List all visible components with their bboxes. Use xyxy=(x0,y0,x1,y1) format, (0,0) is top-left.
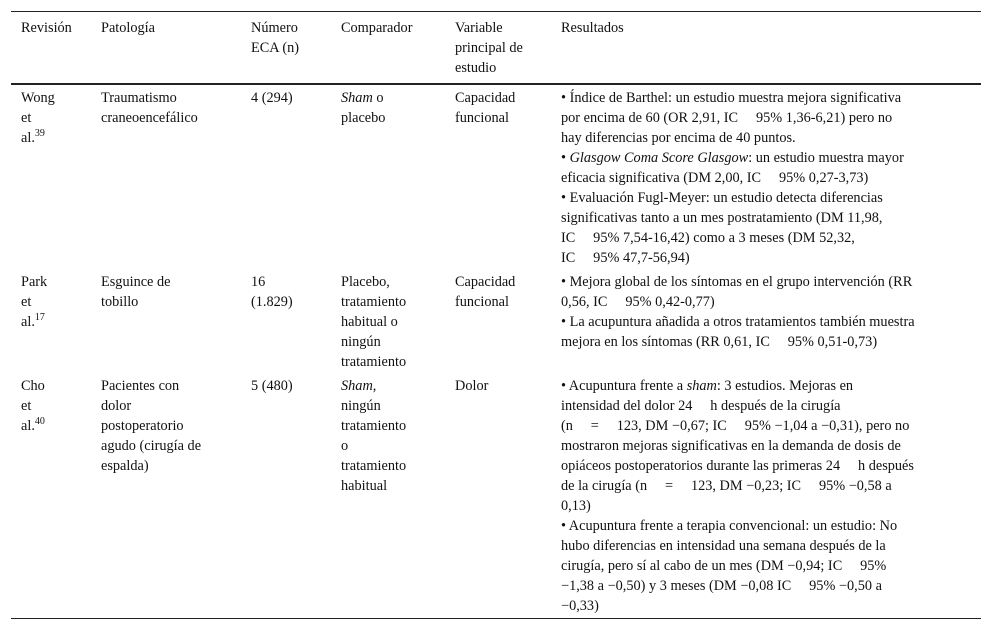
revision-author: Wong xyxy=(21,90,55,106)
variable-line-1: Capacidad xyxy=(455,274,516,290)
cell-revision xyxy=(11,84,101,270)
comparador-line-2: tratamiento xyxy=(341,294,407,310)
header-variable-line-3: estudio xyxy=(455,60,497,76)
result-line: opiáceos postoperatorios durante las primeras 24 h después xyxy=(561,458,914,474)
comparador-line-3: habitual o xyxy=(341,314,398,330)
cell-comparador xyxy=(341,374,455,619)
result-line: por encima de 60 (OR 2,91, IC 95% 1,36-6,21) pero no xyxy=(561,110,893,126)
revision-al-text: al. xyxy=(21,418,35,434)
result-line: de la cirugía (n = 123, DM −0,23; IC 95% −0,58 a xyxy=(561,478,892,494)
reference-link[interactable]: 17 xyxy=(34,312,45,324)
result-line: intensidad del dolor 24 h después de la cirugía xyxy=(561,398,841,414)
comparador-sham: Sham xyxy=(341,90,373,106)
result-line: • Índice de Barthel: un estudio muestra mejora significativa xyxy=(561,90,902,106)
cell-comparador xyxy=(341,270,455,374)
result-line-gcs xyxy=(561,148,981,168)
result-line-sham xyxy=(561,376,981,396)
comparador-line-4: ningún xyxy=(341,334,381,350)
variable-line-1: Dolor xyxy=(455,378,489,394)
patologia-line-1: Pacientes con xyxy=(101,378,180,394)
revision-al-text: al. xyxy=(21,314,35,330)
result-line: −1,38 a −0,50) y 3 meses (DM −0,08 IC 95% −0,50 a xyxy=(561,578,882,594)
result-line: eficacia significativa (DM 2,00, IC 95% 0,27-3,73) xyxy=(561,170,869,186)
result-sham-italic: sham xyxy=(686,378,717,394)
cell-revision xyxy=(11,270,101,374)
table-row-cho xyxy=(11,374,981,619)
cell-resultados xyxy=(561,270,981,374)
result-line: • La acupuntura añadida a otros tratamientos también muestra xyxy=(561,314,915,330)
revision-al xyxy=(21,312,101,332)
header-variable-principal xyxy=(455,12,561,85)
acupuncture-reviews-table xyxy=(11,11,981,619)
result-line: 0,13) xyxy=(561,498,591,514)
header-comparador: Comparador xyxy=(341,12,455,85)
patologia-line-2: craneoencefálico xyxy=(101,110,198,126)
revision-author: Cho xyxy=(21,378,45,394)
result-gcs-rest: : un estudio muestra mayor xyxy=(748,150,904,166)
result-sham-pre: • Acupuntura frente a xyxy=(561,378,687,394)
header-numero-line-1: Número xyxy=(251,20,298,36)
result-line: mostraron mejoras significativas en la demanda de dosis de xyxy=(561,438,901,454)
header-resultados: Resultados xyxy=(561,12,981,85)
variable-line-2: funcional xyxy=(455,294,509,310)
comparador-line-2: placebo xyxy=(341,110,386,126)
cell-patologia xyxy=(101,270,251,374)
result-line: −0,33) xyxy=(561,598,599,614)
header-patologia: Patología xyxy=(101,12,251,85)
result-line: • Evaluación Fugl-Meyer: un estudio detecta diferencias xyxy=(561,190,883,206)
comparador-line-3: tratamiento xyxy=(341,418,407,434)
result-gcs-italic: Glasgow Coma Score Glasgow xyxy=(569,150,749,166)
variable-line-2: funcional xyxy=(455,110,509,126)
patologia-line-4: agudo (cirugía de xyxy=(101,438,202,454)
header-revision: Revisión xyxy=(11,12,101,85)
cell-comparador xyxy=(341,84,455,270)
patologia-line-2: tobillo xyxy=(101,294,139,310)
table-row-park xyxy=(11,270,981,374)
cell-variable xyxy=(455,374,561,619)
result-line: significativas tanto a un mes postratamiento (DM 11,98, xyxy=(561,210,883,226)
result-line: IC 95% 7,54-16,42) como a 3 meses (DM 52,32, xyxy=(561,230,855,246)
header-variable-line-1: Variable xyxy=(455,20,503,36)
cell-resultados xyxy=(561,84,981,270)
revision-et: et xyxy=(21,294,32,310)
eca-line-1: 16 xyxy=(251,274,266,290)
reference-link[interactable]: 40 xyxy=(34,416,45,428)
revision-al-text: al. xyxy=(21,130,35,146)
result-line: 0,56, IC 95% 0,42-0,77) xyxy=(561,294,715,310)
comparador-line-6: habitual xyxy=(341,478,388,494)
eca-line-1: 5 (480) xyxy=(251,378,293,394)
comparador-line-1-rest: , xyxy=(372,378,377,394)
result-bullet: • xyxy=(561,150,570,166)
header-numero-line-2: ECA (n) xyxy=(251,40,300,56)
cell-numero-eca xyxy=(251,84,341,270)
cell-patologia xyxy=(101,374,251,619)
comparador-line-1: Placebo, xyxy=(341,274,390,290)
result-line: • Acupuntura frente a terapia convencional: un estudio: No xyxy=(561,518,898,534)
result-line: hubo diferencias en intensidad una semana después de la xyxy=(561,538,886,554)
comparador-line-2: ningún xyxy=(341,398,381,414)
patologia-line-2: dolor xyxy=(101,398,132,414)
result-line: cirugía, pero sí al cabo de un mes (DM −0,94; IC 95% xyxy=(561,558,887,574)
comparador-line-5: tratamiento xyxy=(341,354,407,370)
patologia-line-1: Traumatismo xyxy=(101,90,177,106)
comparador-line-1-rest: o xyxy=(372,90,384,106)
revision-al xyxy=(21,128,101,148)
revision-et: et xyxy=(21,398,32,414)
revision-al xyxy=(21,416,101,436)
cell-numero-eca xyxy=(251,270,341,374)
cell-variable xyxy=(455,84,561,270)
patologia-line-5: espalda) xyxy=(101,458,149,474)
comparador-sham: Sham xyxy=(341,378,373,394)
reference-link[interactable]: 39 xyxy=(34,128,45,140)
comparador-line-1 xyxy=(341,88,455,108)
cell-variable xyxy=(455,270,561,374)
revision-author: Park xyxy=(21,274,48,290)
eca-line-2: (1.829) xyxy=(251,294,293,310)
eca-line-1: 4 (294) xyxy=(251,90,293,106)
result-line: IC 95% 47,7-56,94) xyxy=(561,250,690,266)
result-line: • Mejora global de los síntomas en el grupo intervención (RR xyxy=(561,274,913,290)
header-numero-eca xyxy=(251,12,341,85)
header-variable-line-2: principal de xyxy=(455,40,523,56)
header-row xyxy=(11,12,981,85)
comparador-line-4: o xyxy=(341,438,349,454)
cell-resultados xyxy=(561,374,981,619)
cell-patologia xyxy=(101,84,251,270)
comparador-line-1 xyxy=(341,376,455,396)
result-line: hay diferencias por encima de 40 puntos. xyxy=(561,130,796,146)
cell-numero-eca xyxy=(251,374,341,619)
result-sham-post: : 3 estudios. Mejoras en xyxy=(716,378,854,394)
result-line: (n = 123, DM −0,67; IC 95% −1,04 a −0,31), pero no xyxy=(561,418,910,434)
cell-revision xyxy=(11,374,101,619)
patologia-line-3: postoperatorio xyxy=(101,418,184,434)
table-row-wong xyxy=(11,84,981,270)
variable-line-1: Capacidad xyxy=(455,90,516,106)
patologia-line-1: Esguince de xyxy=(101,274,171,290)
revision-et: et xyxy=(21,110,32,126)
comparador-line-5: tratamiento xyxy=(341,458,407,474)
result-line: mejora en los síntomas (RR 0,61, IC 95% 0,51-0,73) xyxy=(561,334,878,350)
